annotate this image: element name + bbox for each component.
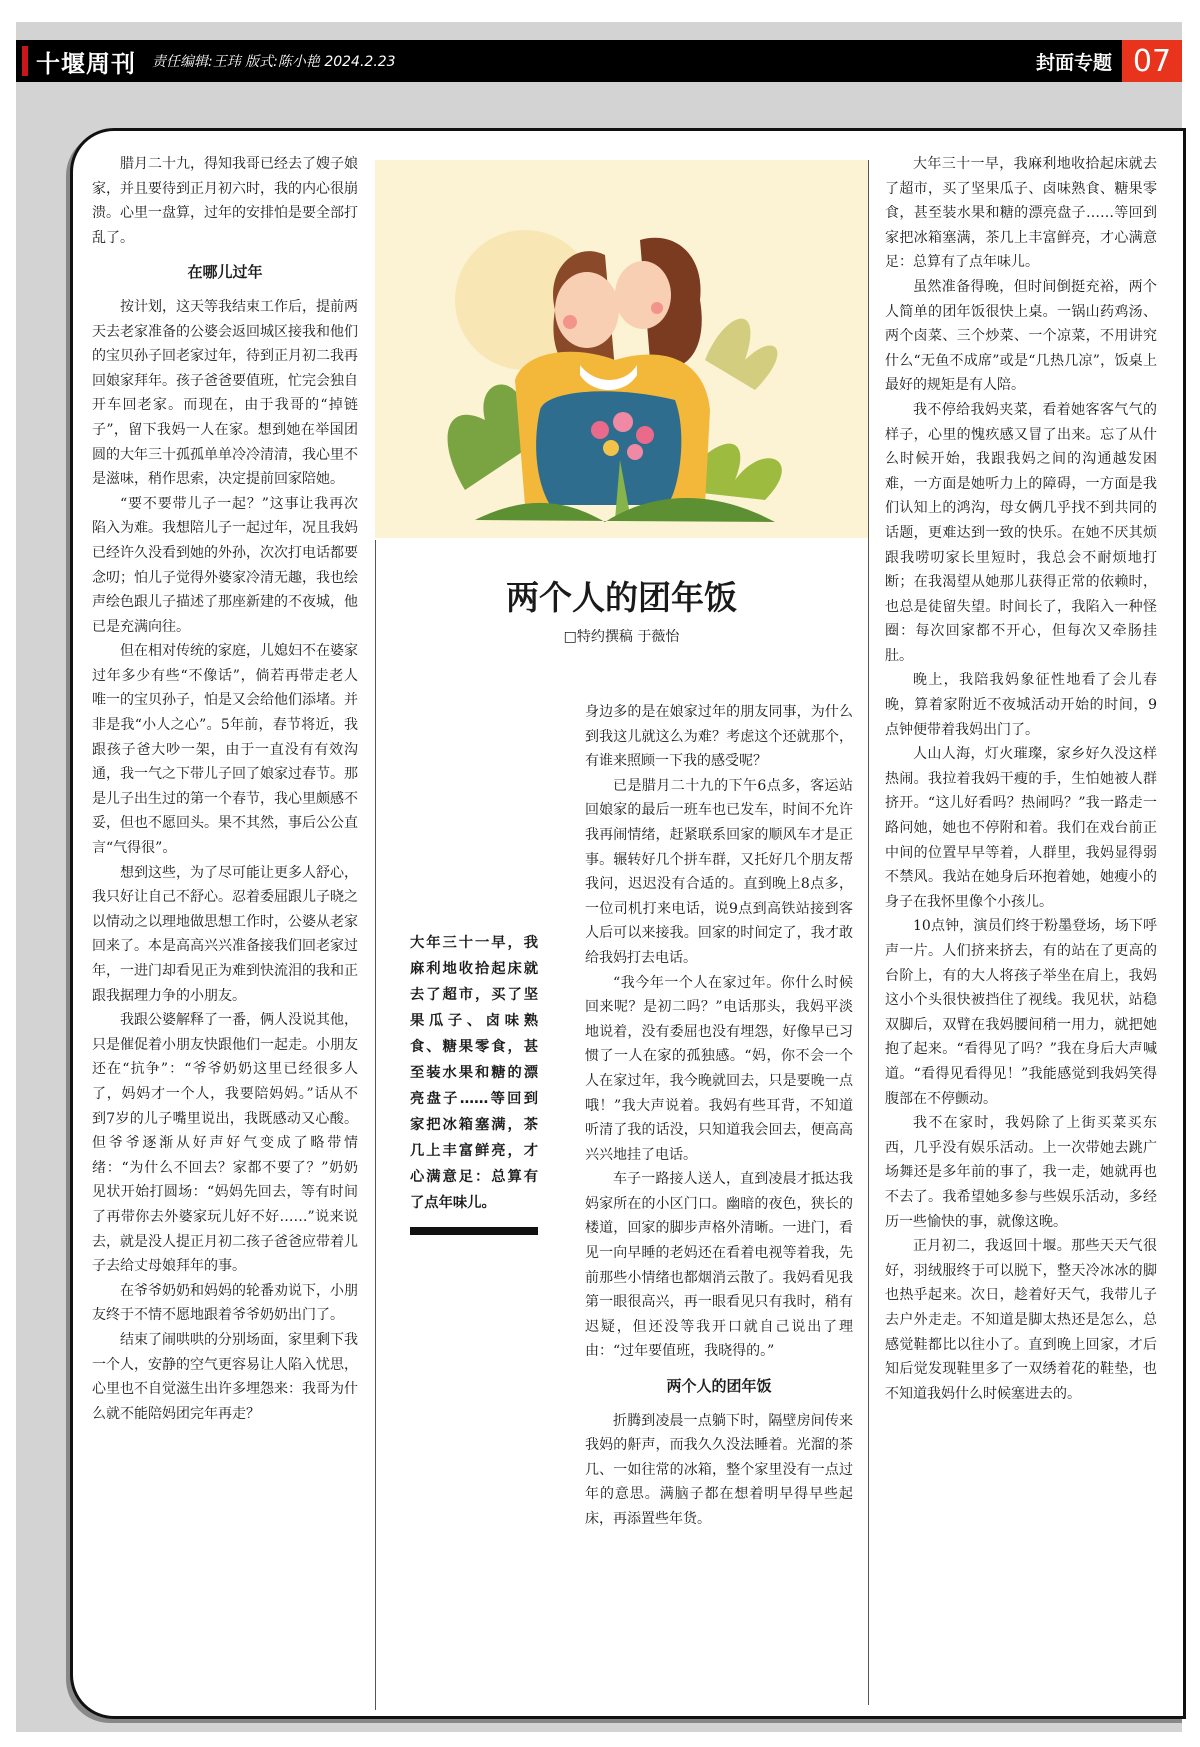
paragraph: 结束了闹哄哄的分别场面，家里剩下我一个人，安静的空气更容易让人陷入忧思，心里也不自觉滋生出许多埋怨来：我哥为什么就不能陪妈团完年再走？ — [92, 1331, 358, 1422]
pull-quote-bar — [410, 1227, 538, 1235]
article-column-1 — [92, 152, 358, 1426]
article-column-3 — [885, 152, 1157, 1406]
illustration — [375, 160, 868, 538]
paragraph: 已是腊月二十九的下午6点多，客运站回娘家的最后一班车也已发车，时间不允许我再闹情绪，赶紧联系回家的顺风车才是正事。辗转好几个拼车群，又托好几个朋友帮我问，迟迟没有合适的。直到晚上8点多，一位司机打来电话，说9点到高铁站接到客人后可以来接我。回家的时间定了，我才敢给我妈打去电话。 — [585, 777, 853, 966]
paragraph: 按计划，这天等我结束工作后，提前两天去老家准备的公婆会返回城区接我和他们的宝贝孙子回老家过年，待到正月初二我再回娘家拜年。孩子爸爸要值班，忙完会独自开车回老家。而现在，由于我哥的“掉链子”，留下我妈一人在家。想到她在举国团圆的大年三十孤孤单单冷冷清清，我心里不是滋味，稍作思索，决定提前回家陪她。 — [92, 298, 358, 488]
logo-mark — [22, 46, 28, 76]
column-divider — [375, 540, 376, 1710]
section-heading: 在哪儿过年 — [187, 263, 263, 282]
paragraph: 但在相对传统的家庭，儿媳妇不在婆家过年多少有些“不像话”，倘若再带走老人唯一的宝贝孙子，怕是又会给他们添堵。并非是我“小人之心”。5年前，春节将近，我跟孩子爸大吵一架，由于一直没有有效沟通，我一气之下带儿子回了娘家过春节。那是儿子出生过的第一个春节，我心里颇感不妥，但也不愿回头。果不其然，事后公公直言“气得很”。 — [92, 643, 358, 857]
column-divider — [868, 160, 869, 1705]
paragraph: 车子一路接人送人，直到凌晨才抵达我妈家所在的小区门口。幽暗的夜色，狭长的楼道，回家的脚步声格外清晰。一进门，看见一向早睡的老妈还在看着电视等着我，先前那些小情绪也都烟消云散了。我妈看见我第一眼很高兴，再一眼看见只有我时，稍有迟疑，但还没等我开口就自己说出了理由：“过年要值班，我晓得的。” — [585, 1171, 853, 1360]
paragraph: 虽然准备得晚，但时间倒挺充裕，两个人简单的团年饭很快上桌。一锅山药鸡汤、两个卤菜、三个炒菜、一个凉菜，不用讲究什么“无鱼不成席”或是“几热几凉”，饭桌上最好的规矩是有人陪。 — [885, 278, 1157, 394]
pull-quote: 大年三十一早，我麻利地收拾起床就去了超市，买了坚果瓜子、卤味熟食、糖果零食，甚至装水果和糖的漂亮盘子……等回到家把冰箱塞满，茶几上丰富鲜亮，才心满意足：总算有了点年味儿。 — [410, 935, 538, 1211]
paragraph: 折腾到凌晨一点躺下时，隔壁房间传来我妈的鼾声，而我久久没法睡着。光溜的茶几、一如往常的冰箱，整个家里没有一点过年的意思。满脑子都在想着明早得早些起床，再添置些年货。 — [585, 1412, 853, 1527]
paragraph: 我不停给我妈夹菜，看着她客客气气的样子，心里的愧疚感又冒了出来。忘了从什么时候开始，我跟我妈之间的沟通越发困难，一方面是她听力上的障碍，一方面是我们认知上的鸿沟，母女俩几乎找不到共同的话题，更难达到一致的快乐。在她不厌其烦跟我唠叨家长里短时，我总会不耐烦地打断；在我渴望从她那儿获得正常的依赖时，也总是徒留失望。时间长了，我陷入一种怪圈：每次回家都不开心，但每次又牵肠挂肚。 — [885, 401, 1157, 664]
article-byline: □特约撰稿 于薇怡 — [563, 629, 680, 645]
paragraph: 腊月二十九，得知我哥已经去了嫂子娘家，并且要待到正月初六时，我的内心很崩溃。心里一盘算，过年的安排怕是要全部打乱了。 — [92, 156, 358, 246]
article-title: 两个人的团年饭 — [506, 578, 737, 617]
editor-info: 责任编辑:王玮 版式:陈小艳 2024.2.23 — [152, 54, 396, 70]
paragraph: 想到这些，为了尽可能让更多人舒心，我只好让自己不舒心。忍着委屈跟儿子晓之以情动之以理地做思想工作时，公婆从老家回来了。本是高高兴兴准备接我们回老家过年，一进门却看见正为难到快流泪的我和正跟我据理力争的小朋友。 — [92, 864, 358, 1004]
paragraph: 我跟公婆解释了一番，俩人没说其他，只是催促着小朋友快跟他们一起走。小朋友还在“抗争”：“爷爷奶奶这里已经很多人了，妈妈才一个人，我要陪妈妈。”话从不到7岁的儿子嘴里说出，我既感动又心酸。但爷爷逐渐从好声好气变成了略带情绪：“为什么不回去？家都不要了？”奶奶见状开始打圆场：“妈妈先回去，等有时间了再带你去外婆家玩儿好不好……”说来说去，就是没人提正月初二孩子爸爸应带着儿子去给丈母娘拜年的事。 — [92, 1012, 358, 1275]
mother-daughter-illustration — [375, 160, 868, 538]
page-number: 07 — [1122, 40, 1182, 82]
paragraph: 在爷爷奶奶和妈妈的轮番劝说下，小朋友终于不情不愿地跟着爷爷奶奶出门了。 — [92, 1282, 358, 1324]
paragraph: 晚上，我陪我妈象征性地看了会儿春晚，算着家附近不夜城活动开始的时间，9点钟便带着我妈出门了。 — [885, 672, 1157, 738]
paragraph: 人山人海，灯火璀璨，家乡好久没这样热闹。我拉着我妈干瘦的手，生怕她被人群挤开。“这儿好看吗？热闹吗？”我一路走一路问她，她也不停附和着。我们在戏台前正中间的位置早早等着，人群里，我妈显得弱不禁风。我站在她身后环抱着她，她瘦小的身子在我怀里像个小孩儿。 — [885, 746, 1157, 910]
page-header — [16, 40, 1182, 82]
section-title: 封面专题 — [1035, 51, 1112, 74]
paragraph: 身边多的是在娘家过年的朋友同事，为什么到我这儿就这么为难？考虑这个还就那个，有谁来照顾一下我的感受呢？ — [585, 704, 853, 770]
section-heading: 两个人的团年饭 — [666, 1377, 772, 1396]
paragraph: “我今年一个人在家过年。你什么时候回来呢？是初二吗？”电话那头，我妈平淡地说着，没有委屈也没有埋怨，好像早已习惯了一人在家的孤独感。“妈，你不会一个人在家过年，我今晚就回去，只是要晚一点哦！”我大声说着。我妈有些耳背，不知道听清了我的话没，只知道我会回去，便高高兴兴地挂了电话。 — [585, 974, 853, 1163]
paragraph: “要不要带儿子一起？”这事让我再次陷入为难。我想陪儿子一起过年，况且我妈已经许久没看到她的外孙，次次打电话都要念叨；怕儿子觉得外婆家冷清无趣，我也绘声绘色跟儿子描述了那座新建的不夜城，他已是充满向往。 — [92, 495, 358, 635]
paragraph: 大年三十一早，我麻利地收拾起床就去了超市，买了坚果瓜子、卤味熟食、糖果零食，甚至装水果和糖的漂亮盘子……等回到家把冰箱塞满，茶几上丰富鲜亮，才心满意足：总算有了点年味儿。 — [885, 156, 1157, 271]
paragraph: 10点钟，演员们终于粉墨登场，场下呼声一片。人们挤来挤去，有的站在了更高的台阶上，有的大人将孩子举坐在肩上，我妈这小个头很快被挡住了视线。我见状，站稳双脚后，双臂在我妈腰间稍一用力，就把她抱了起来。“看得见了吗？”我在身后大声喊道。“看得见看得见！”我能感觉到我妈笑得腹部在不停颤动。 — [885, 918, 1157, 1107]
paragraph: 正月初二，我返回十堰。那些天天气很好，羽绒服终于可以脱下，整天冷冰冰的脚也热乎起来。次日，趁着好天气，我带儿子去户外走走。不知道是脚太热还是怎么，总感觉鞋都比以往小了。直到晚上回家，才后知后觉发现鞋里多了一双绣着花的鞋垫，也不知道我妈什么时候塞进去的。 — [885, 1238, 1157, 1402]
article-column-2 — [585, 700, 853, 1532]
publication-logo: 十堰周刊 — [36, 48, 136, 78]
paragraph: 我不在家时，我妈除了上街买菜买东西，几乎没有娱乐活动。上一次带她去跳广场舞还是多年前的事了，我一走，她就再也不去了。我希望她多参与些娱乐活动，多经历一些愉快的事，就像这晚。 — [885, 1115, 1157, 1230]
